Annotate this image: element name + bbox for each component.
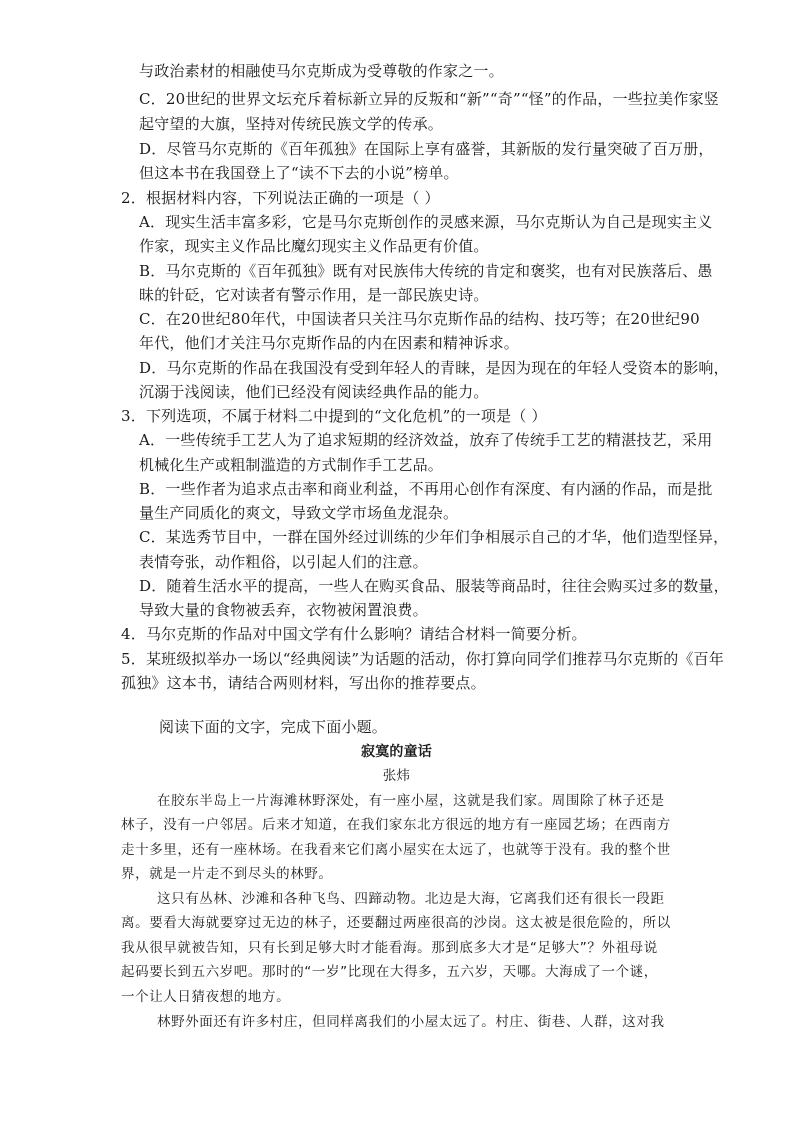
text-line: 量生产同质化的爽文，导致文学市场鱼龙混杂。 — [139, 504, 459, 522]
story-line: 一个让人日猜夜想的地方。 — [121, 989, 291, 1005]
text-line: 昧的针砭，它对读者有警示作用，是一部民族史诗。 — [139, 286, 489, 304]
text-line: 作家，现实主义作品比魔幻现实主义作品更有价值。 — [139, 237, 489, 255]
option-1-c: C．20世纪的世界文坛充斥着标新立异的反叛和“新”“奇”“怪”的作品，一些拉美作家竖 — [139, 90, 719, 108]
question-5: 5．某班级拟举办一场以“经典阅读”为话题的活动，你打算向同学们推荐马尔克斯的《百年 — [121, 650, 725, 668]
story-line: 界，就是一片走不到尽头的林野。 — [121, 866, 333, 882]
option-3-b: B．一些作者为追求点击率和商业利益，不再用心创作有深度、有内涵的作品，而是批 — [139, 480, 713, 498]
story-line: 林野外面还有许多村庄，但同样离我们的小屋太远了。村庄、街巷、人群，这对我 — [157, 1014, 665, 1030]
text-line: 与政治素材的相融使马尔克斯成为受尊敬的作家之一。 — [139, 62, 504, 80]
story-line: 在胶东半岛上一片海滩林野深处，有一座小屋，这就是我们家。周围除了林子还是 — [157, 793, 665, 809]
option-3-a: A．一些传统手工艺人为了追求短期的经济效益，放弃了传统手工艺的精湛技艺，采用 — [139, 431, 713, 449]
story-title: 寂寞的童话 — [361, 744, 432, 760]
option-3-c: C．某选秀节目中，一群在国外经过训练的少年们争相展示自己的才华，他们造型怪异， — [139, 528, 729, 546]
text-line: 但这本书在我国登上了“读不下去的小说”榜单。 — [139, 164, 459, 182]
option-2-b: B．马尔克斯的《百年孤独》既有对民族伟大传统的肯定和褒奖，也有对民族落后、愚 — [139, 262, 713, 280]
question-2: 2．根据材料内容，下列说法正确的一项是（ ） — [121, 189, 440, 207]
option-2-a: A．现实生活丰富多彩，它是马尔克斯创作的灵感来源，马尔克斯认为自己是现实主义 — [139, 213, 713, 231]
story-author: 张炜 — [382, 768, 411, 784]
question-4: 4．马尔克斯的作品对中国文学有什么影响？请结合材料一简要分析。 — [121, 625, 587, 643]
text-line: 孤独》这本书，请结合两则材料，写出你的推荐要点。 — [121, 674, 486, 692]
text-line: 表情夸张，动作粗俗，以引起人们的注意。 — [139, 553, 428, 571]
reading-instruction: 阅读下面的文字，完成下面小题。 — [159, 718, 388, 736]
option-3-d: D．随着生活水平的提高，一些人在购买食品、服装等商品时，往往会购买过多的数量， — [139, 577, 729, 595]
text-line: 导致大量的食物被丢弃，衣物被闲置浪费。 — [139, 601, 428, 619]
option-2-d: D．马尔克斯的作品在我国没有受到年轻人的青睐，是因为现在的年轻人受资本的影响， — [139, 359, 729, 377]
text-line: 机械化生产或粗制滥造的方式制作手工艺品。 — [139, 456, 444, 474]
question-3: 3．下列选项，不属于材料二中提到的“文化危机”的一项是（ ） — [121, 407, 547, 425]
story-line: 这只有丛林、沙滩和各种飞鸟、四蹄动物。北边是大海，它离我们还有很长一段距 — [157, 891, 665, 907]
story-line: 我从很早就被告知，只有长到足够大时才能看海。那到底多大才是“足够大”？外祖母说 — [121, 940, 658, 956]
story-line: 离。要看大海就要穿过无边的林子，还要翻过两座很高的沙岗。这太被是很危险的，所以 — [121, 915, 671, 931]
text-line: 年代，他们才关注马尔克斯作品的内在因素和精神诉求。 — [139, 334, 520, 352]
option-1-d: D．尽管马尔克斯的《百年孤独》在国际上享有盛誉，其新版的发行量突破了百万册， — [139, 140, 714, 158]
story-line: 林子，没有一户邻居。后来才知道，在我们家东北方很远的地方有一座园艺场；在西南方 — [121, 817, 671, 833]
text-line: 起守望的大旗，坚持对传统民族文学的传承。 — [139, 115, 444, 133]
text-line: 沉溺于浅阅读，他们已经没有阅读经典作品的能力。 — [139, 383, 489, 401]
option-2-c: C．在20世纪80年代，中国读者只关注马尔克斯作品的结构、技巧等；在20世纪90 — [139, 310, 700, 328]
story-line: 起码要长到五六岁吧。那时的“一岁”比现在大得多，五六岁，天哪。大海成了一个谜， — [121, 964, 658, 980]
story-line: 走十多里，还有一座林场。在我看来它们离小屋实在太远了，也就等于没有。我的整个世 — [121, 842, 671, 858]
